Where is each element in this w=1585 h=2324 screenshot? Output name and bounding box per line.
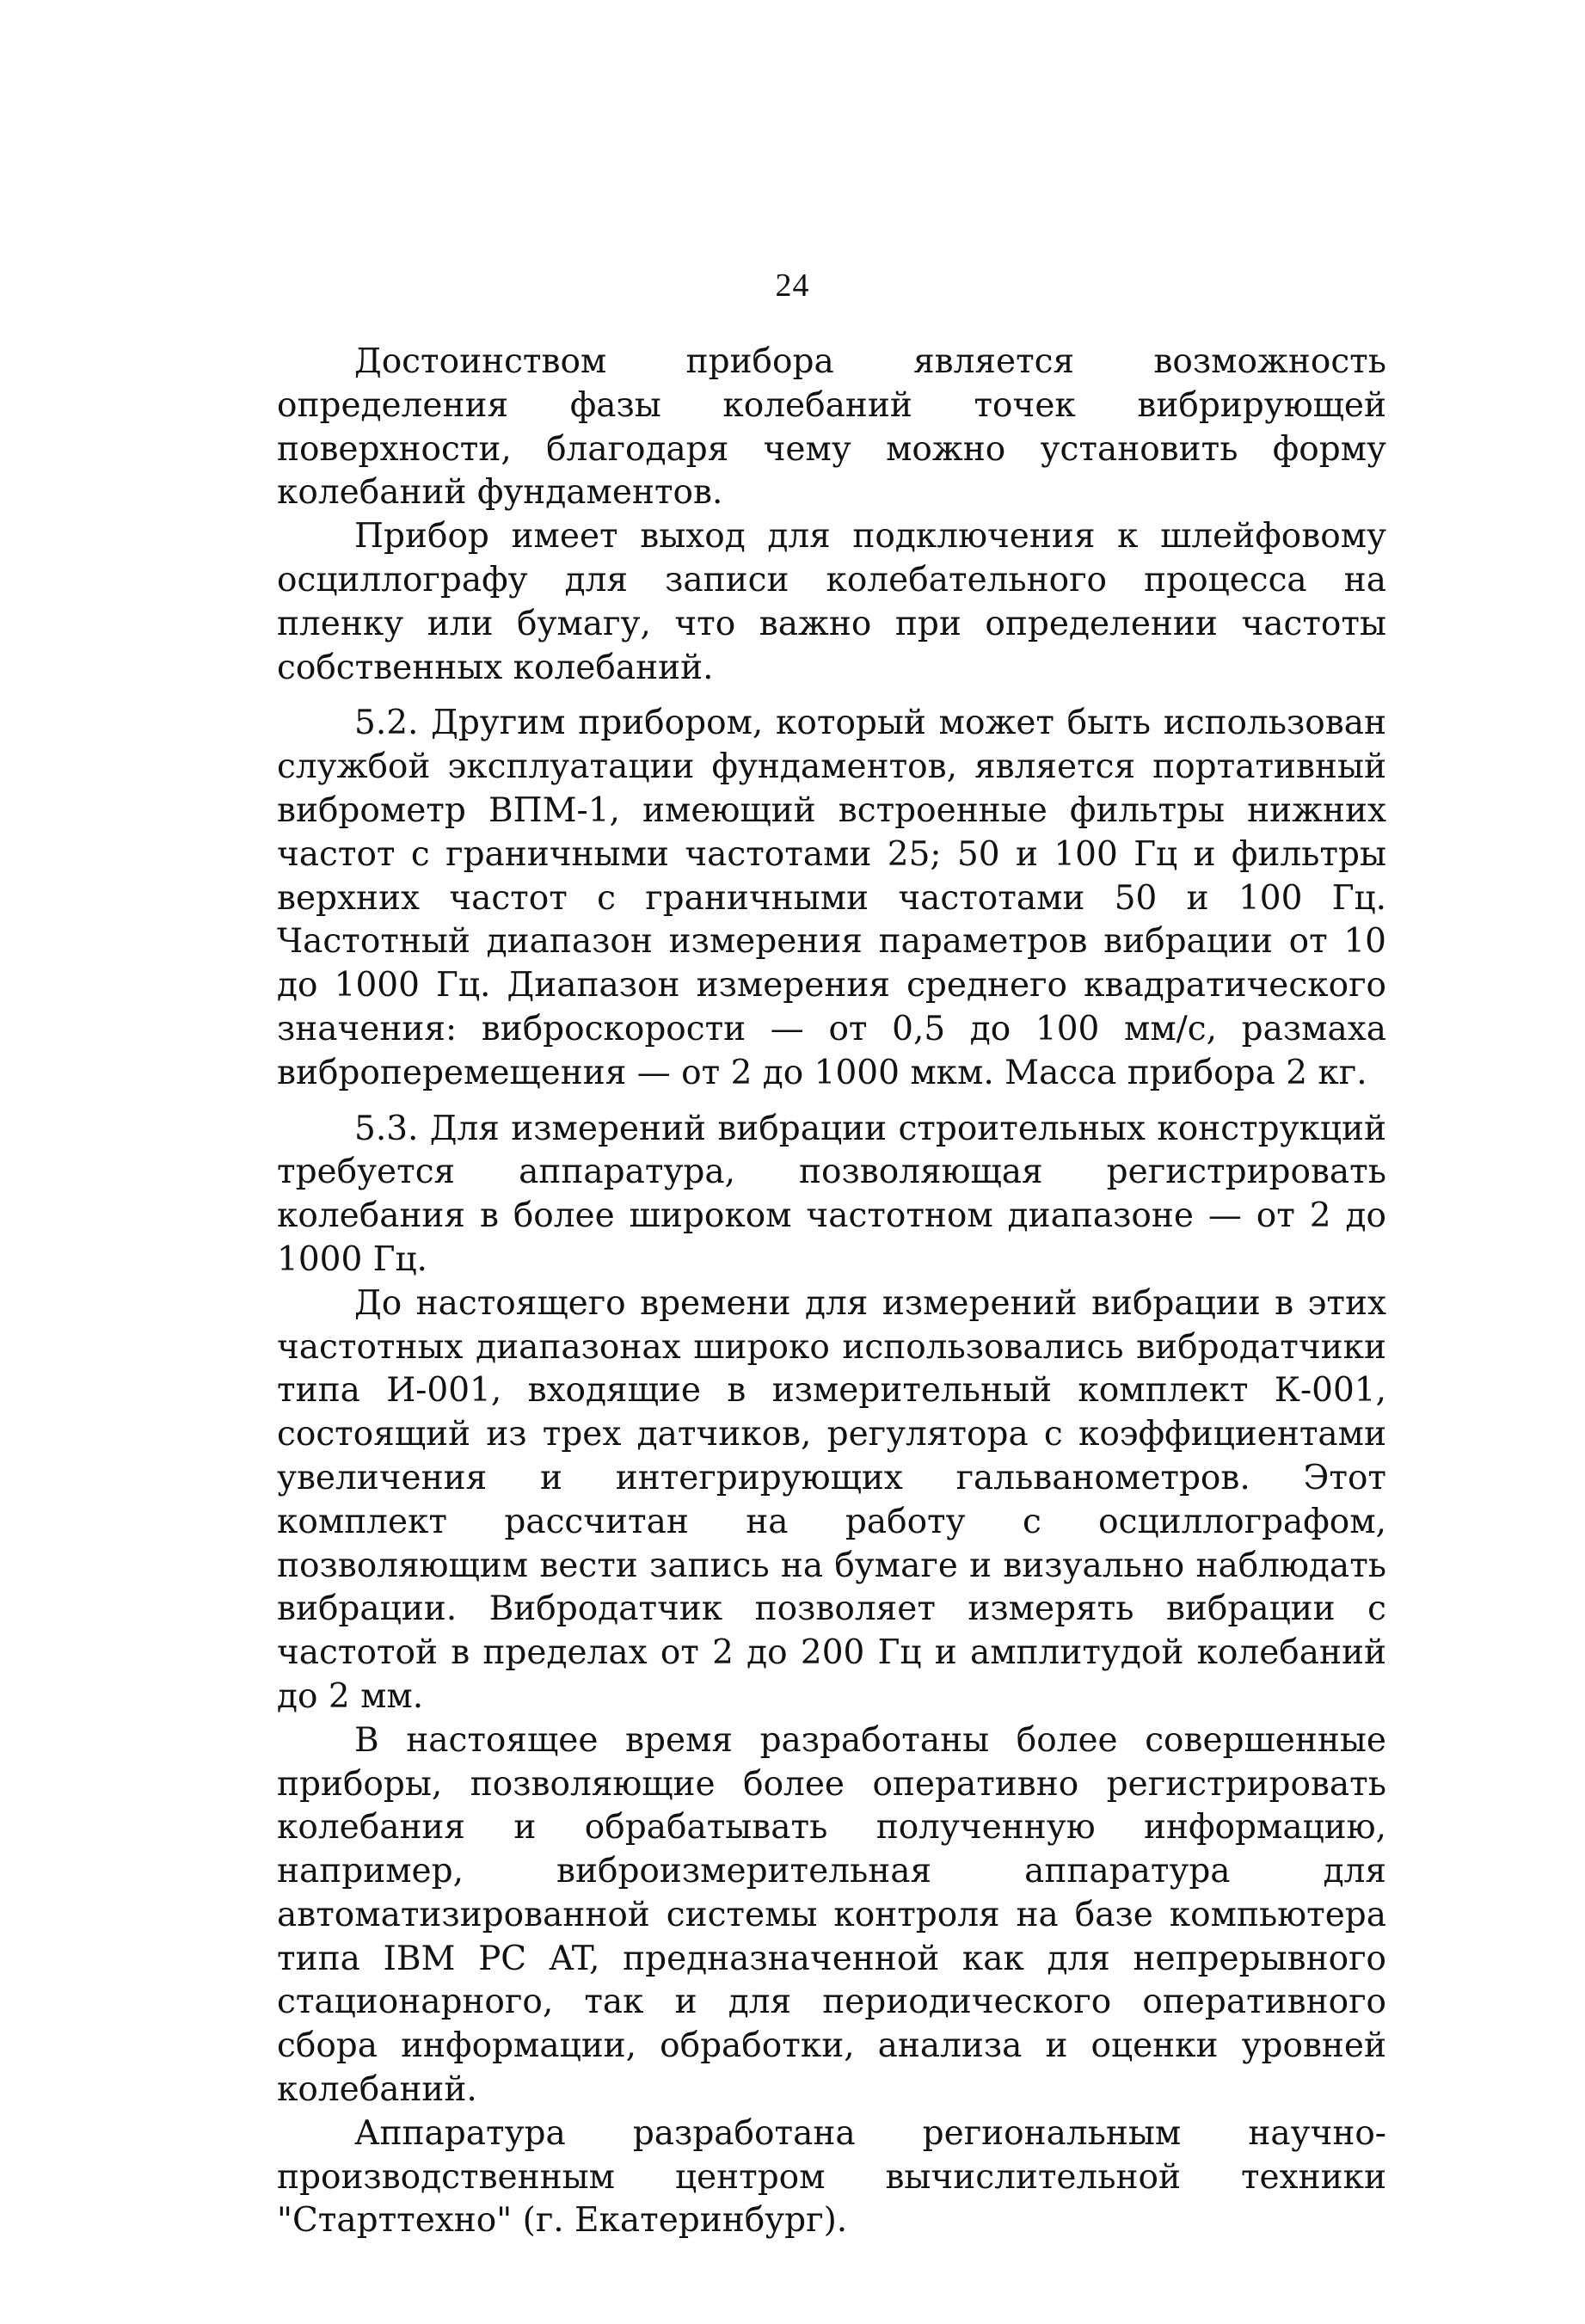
paragraph-section-5-3: 5.3. Для измерений вибрации строительных конструкций требуется аппаратура, позволяющая регистрировать колебания в более широком частотном диапазоне — от 2 до 1000 Гц.: [277, 1109, 1386, 1279]
paragraph-developer: Аппаратура разработана региональным научно-производственным центром вычислительной техники "Старттехно" (г. Екатеринбург).: [277, 2113, 1386, 2241]
body-text: [277, 341, 1386, 2243]
paragraph-sensors-history: До настоящего времени для измерений вибрации в этих частотных диапазонах широко использовались вибродатчики типа И-001, входящие в измерительный комплект К-001, состоящий из трех датчиков, регулятора с коэффициентами увеличения и интегрирующих гальванометров. Этот комплект рассчитан на работу с осциллографом, позволяющим вести запись на бумаге и визуально наблюдать вибрации. Вибродатчик позволяет измерять вибрации с частотой в пределах от 2 до 200 Гц и амплитудой колебаний до 2 мм.: [277, 1283, 1386, 1716]
page-number: 24: [775, 267, 810, 304]
paragraph-modern-devices: В настоящее время разработаны более совершенные приборы, позволяющие более оперативно регистрировать колебания и обрабатывать полученную информацию, например, виброизмерительная аппаратура для автоматизированной системы контроля на базе компьютера типа IBM PC AT, предназначенной как для непрерывного стационарного, так и для периодического оперативного сбора информации, обработки, анализа и оценки уровней колебаний.: [277, 1720, 1386, 2110]
paragraph-advantage: Достоинством прибора является возможность определения фазы колебаний точек вибрирующей поверхности, благодаря чему можно установить форму колебаний фундаментов.: [277, 342, 1386, 513]
paragraph-section-5-2: 5.2. Другим прибором, который может быть использован службой эксплуатации фундаментов, является портативный виброметр ВПМ-1, имеющий встроенные фильтры нижних частот с граничными частотами 25; 50 и 100 Гц и фильтры верхних частот с граничными частотами 50 и 100 Гц. Частотный диапазон измерения параметров вибрации от 10 до 1000 Гц. Диапазон измерения среднего квадратического значения: виброскорости — от 0,5 до 100 мм/с, размаха виброперемещения — от 2 до 1000 мкм. Масса прибора 2 кг.: [277, 704, 1386, 1092]
paragraph-oscillograph-output: Прибор имеет выход для подключения к шлейфовому осциллографу для записи колебательного процесса на пленку или бумагу, что важно при определении частоты собственных колебаний.: [277, 517, 1386, 687]
